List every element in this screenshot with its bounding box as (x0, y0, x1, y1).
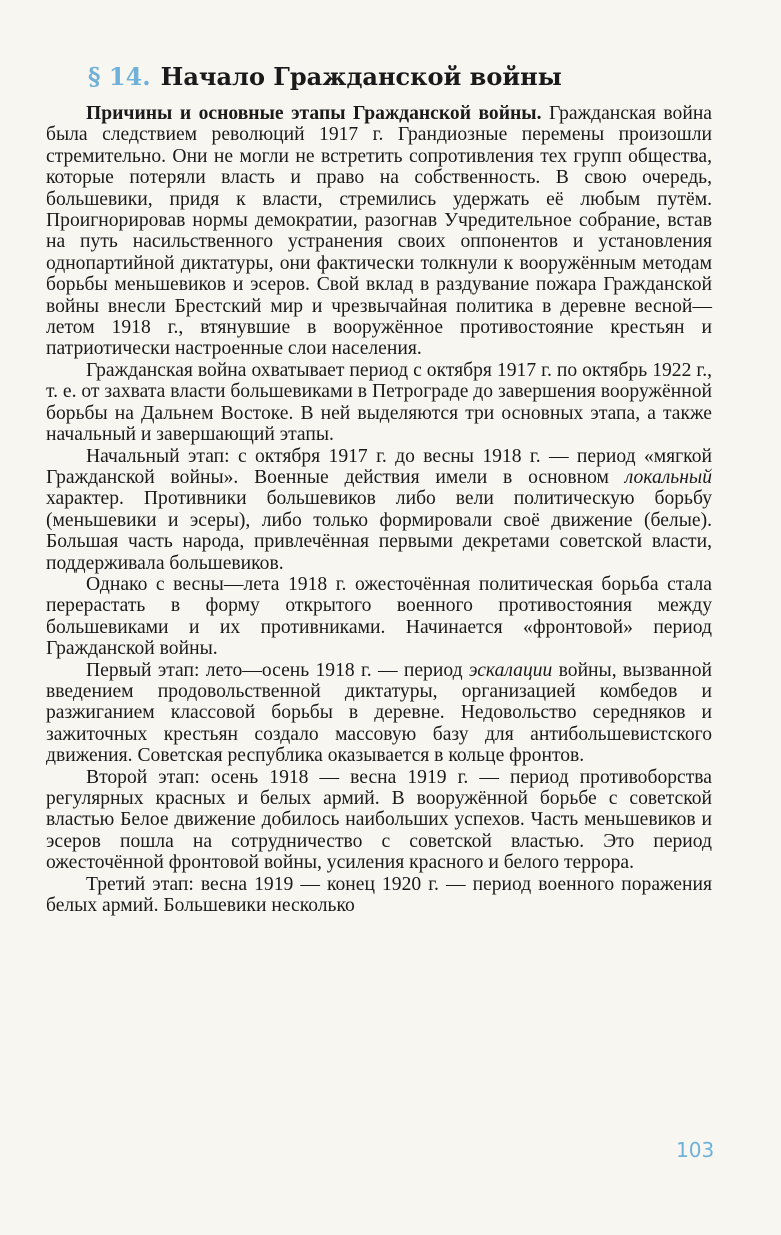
body-text (46, 103, 712, 916)
paragraph-third-stage (46, 874, 712, 917)
paragraph-text: Второй этап: осень 1918 — весна 1919 г. — период противоборства регулярных красных и белых армий. В вооружённой борьбе с советской властью Белое движение добилось наибольших успехов. Часть меньшевиков и эсеров пошла на сотрудничество с советской властью. Это период ожесточённой фронтовой войны, усиления красного и белого террора. (46, 766, 712, 874)
paragraph-period (46, 360, 712, 446)
section-number: § 14. (88, 62, 151, 91)
paragraph-text: Начальный этап: с октября 1917 г. до весны 1918 г. — период «мягкой Гражданской войны». Военные действия имели в основном (46, 445, 712, 488)
paragraph-lead: Причины и основные этапы Гражданской войны. (86, 103, 542, 124)
paragraph-causes (46, 103, 712, 360)
paragraph-second-stage (46, 767, 712, 874)
page-number: 103 (676, 1138, 715, 1162)
paragraph-initial-stage (46, 446, 712, 574)
section-title: Начало Гражданской войны (160, 62, 562, 91)
paragraph-front-period (46, 574, 712, 660)
paragraph-text: Гражданская война охватывает период с октября 1917 г. по октябрь 1922 г., т. е. от захвата власти большевиками в Петрограде до завершения вооружённой борьбы на Дальнем Востоке. В ней выделяются три основных этапа, а также начальный и завершающий этапы. (46, 359, 712, 446)
section-heading (88, 60, 562, 94)
paragraph-text: характер. Противники большевиков либо вели политическую борьбу (меньшевики и эсеры), либо только формировали своё движение (белые). Большая часть народа, привлечённая первыми декретами советской власти, поддерживала большевиков. (46, 488, 712, 574)
paragraph-text: войны, вызванной введением продовольственной диктатуры, организацией комбедов и разжиганием классовой борьбы в деревне. Недовольство середняков и зажиточных крестьян создало массовую базу для антибольшевистского движения. Советская республика оказывается в кольце фронтов. (46, 659, 712, 767)
paragraph-emphasis: эскалации (468, 659, 553, 681)
paragraph-first-stage (46, 660, 712, 767)
paragraph-text: Однако с весны—лета 1918 г. ожесточённая политическая борьба стала перерастать в форму открытого военного противостояния между большевиками и их противниками. Начинается «фронтовой» период Гражданской войны. (46, 573, 712, 660)
paragraph-text: Третий этап: весна 1919 — конец 1920 г. — период военного поражения белых армий. Большевики несколько (46, 873, 712, 917)
paragraph-emphasis: локальный (624, 466, 712, 488)
paragraph-text: Первый этап: лето—осень 1918 г. — период (86, 659, 469, 681)
paragraph-text: Гражданская война была следствием революций 1917 г. Грандиозные перемены произошли стремительно. Они не могли не встретить сопротивления тех групп общества, которые потеряли власть и право на собственность. В свою очередь, большевики, придя к власти, стремились удержать её любым путём. Проигнорировав нормы демократии, разогнав Учредительное собрание, встав на путь насильственного устранения своих оппонентов и установления однопартийной диктатуры, они фактически толкнули к вооружённым методам борьбы меньшевиков и эсеров. Свой вклад в раздувание пожара Гражданской войны внесли Брестский мир и чрезвычайная политика в деревне весной—летом 1918 г., втянувшие в вооружённое противостояние крестьян и патриотически настроенные слои населения. (46, 103, 712, 360)
